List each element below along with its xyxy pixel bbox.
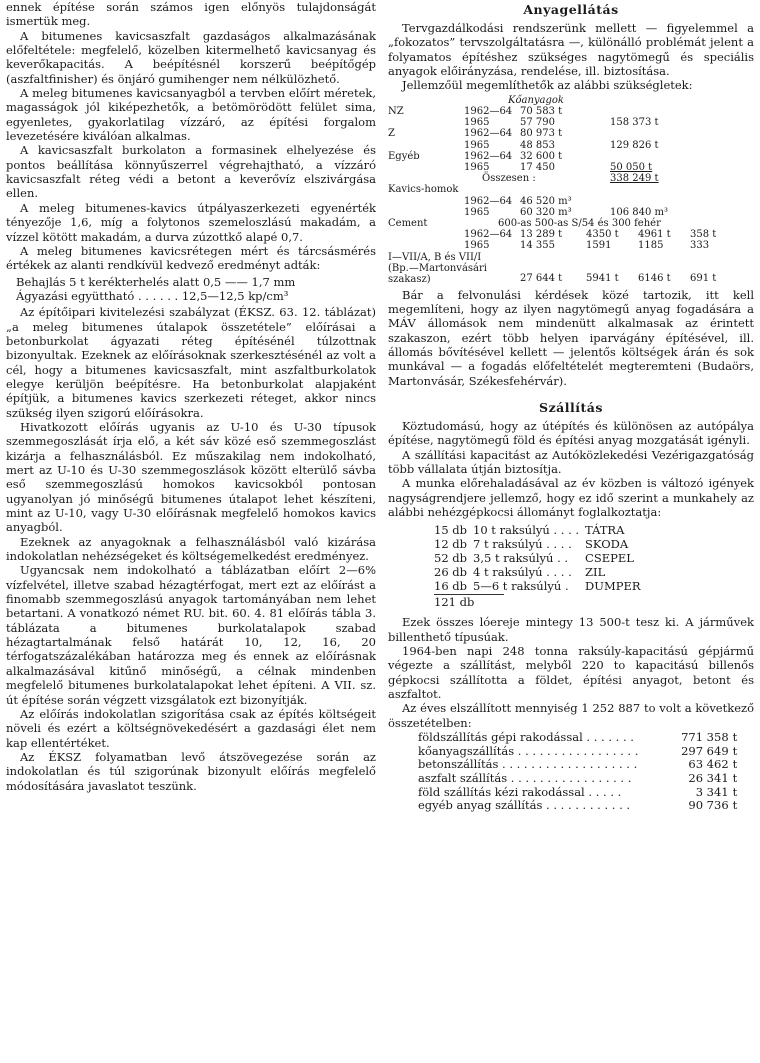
truck-count: 52 db [434, 551, 468, 566]
truck-brand: SKODA [585, 537, 629, 552]
truck-desc: 4 t raksúlyú . . . . [473, 565, 572, 580]
table-row [434, 551, 647, 565]
table-header-koanyagok: Kőanyagok [508, 94, 564, 106]
amount-cell: 17 450 [520, 161, 555, 173]
table-row [388, 106, 754, 117]
transport-value: 3 341 [695, 784, 729, 799]
material-name: NZ [388, 105, 404, 117]
amount-cell: 57 790 [520, 117, 555, 129]
heading-anyagellatas: Anyagellátás [523, 2, 619, 17]
cement-label: Cement [388, 217, 428, 229]
truck-desc: 7 t raksúlyú . . . . [473, 537, 572, 552]
table-row [418, 772, 738, 786]
year-cell: 1965 [464, 161, 490, 173]
paragraph: A munka előrehaladásával az év közben is változó igények nagyságrendjere jellemző, hogy ez idő szerint a munkahely az alábbi nehézgépkocsi állományt foglalkoztatja: [388, 476, 754, 520]
section-label-line: I—VII/A, B és VII/I [388, 251, 482, 263]
paragraph: A kavicsaszfalt burkolaton a formasinek elhelyezése és pontos beállítása könnyűszerrel végrehajtható, a vízzáró kavicsaszfalt réteg védi a betont a keverővíz elszivárgása ellen. [6, 143, 376, 201]
left-column [6, 0, 376, 793]
section-total-d: 691 t [690, 273, 717, 285]
truck-list [434, 523, 754, 609]
table-row [388, 218, 754, 229]
cement-600: 13 289 t [520, 229, 563, 241]
table-row [388, 140, 754, 151]
year-cell: 1965 [464, 117, 490, 129]
section-label [388, 252, 520, 285]
table-row [418, 786, 738, 800]
transport-label: földszállítás gépi rakodással . . . . . . . [418, 730, 634, 745]
year-cell: 1962—64 [464, 229, 513, 241]
paragraph: Bár a felvonulási kérdések közé tartozik, itt kell megemlíteni, hogy az ilyen nagytömegű anyag fogadására a MÁV állomások nem mindenütt alkalmasak az érintett szakaszon, ezért több helyen iparvágány építésével, ill. állomás bővítésével kellett — jelentős költségek árán és sok munkával — a fogadás előfeltételét megteremteni (Budaörs, Martonvásár, Székesfehérvár). [388, 287, 754, 388]
paragraph: Hivatkozott előírás ugyanis az U-10 és U-30 típusok szemmegoszlását írja elő, a két sáv közé eső szemmegoszlást kizárja a felhasználásból. Ez műszakilag nem indokolható, mert az U-10 és U-30 szemmegoszlások között elterülő sávba eső szemmegoszlású homokos kavicsokból pontosan ugyanolyan jó minőségű bitumenes útalapot lehet készíteni, mint az U-10, vagy U-30 előírásnak megfelelő homokos kavics anyagból. [6, 419, 376, 535]
paragraph: Jellemzőül megemlíthetők az alábbi szükségletek: [402, 78, 693, 93]
paragraph: A bitumenes kavicsaszfalt gazdaságos alkalmazásának előfeltétele: megfelelő, közelben kitermelhető kavicsanyag és keverőkapacitás. A beépítésnél korszerű beépítőgép (aszfaltfinisher) és önjáró gumihenger nem nélkülözhető. [6, 28, 376, 86]
total-cell: 106 840 m³ [610, 206, 669, 218]
truck-count: 12 db [434, 537, 468, 552]
truck-count: 16 db [434, 579, 468, 594]
stone-sum-value: 338 249 t [610, 173, 659, 185]
stone-sum-label: Összesen : [482, 173, 536, 185]
total-cell [610, 151, 754, 162]
transport-label: kőanyagszállítás . . . . . . . . . . . . . . . . . [418, 743, 639, 758]
spacer-cell [388, 207, 464, 218]
measure-row [16, 275, 376, 289]
transport-unit: t [732, 743, 738, 758]
material-name [388, 140, 464, 151]
transport-unit: t [732, 784, 738, 799]
left-paragraphs-2 [6, 305, 376, 793]
paragraph: A szállítási kapacitást az Autóközlekedési Vezérigazgatóság több vállalata útján biztosítja. [388, 447, 754, 476]
amount-cell: 70 583 t [520, 105, 563, 117]
table-row [434, 537, 647, 551]
truck-brand: ZIL [585, 565, 606, 580]
section-total-b: 5941 t [586, 273, 619, 285]
truck-desc: 5—6 t raksúlyú . [473, 579, 569, 594]
transport-unit: t [732, 730, 738, 745]
truck-desc: 10 t raksúlyú . . . . [473, 523, 580, 538]
transport-value: 297 649 [681, 743, 729, 758]
truck-brand: DUMPER [585, 579, 641, 594]
section-total-c: 6146 t [638, 273, 671, 285]
total-cell [610, 106, 754, 117]
spacer-cell [388, 229, 464, 240]
section-label-line: (Bp.—Martonvásári [388, 262, 487, 274]
amount-cell: 48 853 [520, 139, 555, 151]
amount-cell: 32 600 t [520, 150, 563, 162]
spacer-cell [388, 240, 464, 251]
amount-cell: 60 320 m³ [520, 206, 572, 218]
year-cell: 1962—64 [464, 150, 513, 162]
measure-label: Ágyazási együttható . . . . . . [16, 288, 179, 303]
transport-unit: t [732, 798, 738, 813]
right-paragraphs-1 [388, 21, 754, 93]
measure-label: Behajlás 5 t kerékterhelés alatt [16, 274, 200, 289]
right-paragraphs-3 [388, 419, 754, 519]
cement-header: 600-as 500-as S/54 és 300 fehér [498, 217, 661, 229]
heading-szallitas: Szállítás [539, 399, 603, 415]
material-name [388, 117, 464, 128]
total-cell: 50 050 t [610, 161, 653, 173]
paragraph: A meleg bitumenes-kavics útpályaszerkezeti egyenérték tényezője 1,6, míg a folytonos szemeloszlású makadám, a vízzel kötött makadám, a durva zúzottkő alapé 0,7. [6, 200, 376, 244]
paragraph: Köztudomású, hogy az útépítés és különösen az autópálya építése, nagytömegű föld és építési anyag mozgatását igényli. [388, 418, 754, 448]
truck-brand: TÁTRA [585, 523, 625, 538]
truck-brand: CSEPEL [585, 551, 634, 566]
material-name: Z [388, 128, 395, 140]
year-cell: 1965 [464, 240, 490, 252]
truck-desc: 3,5 t raksúlyú . . [473, 551, 569, 566]
amount-cell: 46 520 m³ [520, 195, 572, 207]
cement-white: 358 t [690, 229, 717, 241]
paragraph: ennek építése során számos igen előnyös tulajdonságát ismertük meg. [6, 0, 376, 29]
total-cell: 129 826 t [610, 139, 659, 151]
right-paragraphs-4 [388, 615, 754, 730]
paragraph: 1964-ben napi 248 tonna raksúly-kapacitású gépjármű végezte a szállítást, melyből 220 to kapacitású billenős gépkocsi szállította a földet, építési anyagot, betont és aszfaltot. [388, 644, 754, 702]
left-paragraphs [6, 0, 376, 273]
paragraph: Ezek összes lóereje mintegy 13 500-t tesz ki. A járművek billenthető típusúak. [388, 615, 754, 644]
table-row [418, 799, 738, 813]
table-row [388, 240, 754, 251]
transport-value: 90 736 [688, 798, 729, 813]
right-paragraphs-2 [388, 288, 754, 388]
transport-items [418, 731, 738, 813]
truck-count: 15 db [434, 523, 468, 538]
table-row [388, 207, 754, 218]
transport-label: egyéb anyag szállítás . . . . . . . . . . . . [418, 798, 631, 813]
transport-label: aszfalt szállítás . . . . . . . . . . . . . . . . . [418, 770, 632, 785]
table-row [388, 162, 754, 173]
year-cell: 1962—64 [464, 195, 513, 207]
cement-600: 14 355 [520, 240, 555, 252]
paragraph: Az építőipari kivitelezési szabályzat (ÉKSZ. 63. 12. táblázat) „a meleg bitumenes útalapok összetétele” előírásai a betonburkolat ágyazati réteg építésénél túlzottnak bizonyultak. Ezeknek az előírásoknak szerkesztésénél az volt a cél, hogy a bitumenes kavicsaszfalt, mint aszfaltburkolatok elegye kerüljön beépítésre. Ha betonburkolat alapjaként építjük, a bitumenes kavics szerkezeti réteget, akkor nincs szükség ilyen szigorú előírásokra. [6, 305, 376, 420]
total-cell [610, 128, 754, 139]
paragraph: Az ÉKSZ folyamatban levő átszövegezése során az indokolatlan és túl szigorúnak bizonyult előírás megfelelő módosítására javaslatot teszünk. [6, 749, 376, 793]
material-name: Egyéb [388, 150, 420, 162]
paragraph: Ugyancsak nem indokolható a táblázatban előírt 2—6% vízfelvétel, illetve szabad hézagtérfogat, mert ezt az előírást a finomabb szemmegoszlású anyagok tartományában nem lehet betartani. A vonatkozó német RU. bit. 60. 4. 81 előírás tábla 3. táblázata a bitumenes burkolatalapok szabad hézagtartalmának felső határát 10, 12, 16, 20 térfogatszázalékában határozza meg és ennek az előírásnak alkalmazásával kitűnő minőségű, a célnak mindenben megfelelő bitumenes burkolatalapokat lehet építeni. A VII. sz. út építése során végzett vizsgálatok ezt bizonyítják. [6, 563, 376, 707]
table-row [388, 151, 754, 162]
table-row [418, 731, 738, 745]
transport-value: 771 358 [681, 730, 729, 745]
section-total-a: 27 644 t [520, 273, 563, 285]
measure-value: 12,5—12,5 kp/cm³ [181, 288, 289, 303]
transport-unit: t [732, 757, 738, 772]
spacer-cell [388, 196, 464, 207]
total-cell: 158 373 t [610, 117, 659, 129]
table-row [434, 523, 647, 537]
table-row [418, 758, 738, 772]
table-row [388, 117, 754, 128]
transport-unit: t [732, 770, 738, 785]
cement-s54: 1185 [638, 240, 664, 252]
measurement-list [16, 275, 376, 304]
measure-value: 0,5 —— 1,7 mm [202, 274, 296, 289]
paragraph: A meleg bitumenes kavicsrétegen mért és tárcsásmérés értékek az alanti rendkívül kedvező eredményt adták: [6, 243, 376, 273]
paragraph: Ezeknek az anyagoknak a felhasználásból való kizárása indokolatlan nehézségeket és költségemelkedést eredményez. [6, 534, 376, 564]
table-row [388, 196, 754, 207]
transport-label: föld szállítás kézi rakodással . . . . . [418, 784, 622, 799]
right-column [388, 0, 754, 813]
cement-s54: 4961 t [638, 229, 671, 241]
table-row [388, 128, 754, 139]
materials-table [388, 95, 754, 218]
table-row [388, 184, 754, 195]
table-row [388, 252, 754, 285]
truck-count: 26 db [434, 565, 468, 580]
table-row [434, 565, 647, 579]
cement-table [388, 218, 754, 285]
paragraph: Tervgazdálkodási rendszerünk mellett — figyelemmel a „fokozatos” tervszolgáltatásra —, különálló problémát jelent a folyamatos építéshez szükséges nagytömegű és speciális anyagok előirányzása, rendelése, ill. biztosítása. [388, 21, 754, 79]
material-name [388, 162, 464, 173]
table-row [388, 229, 754, 240]
cement-500: 4350 t [586, 229, 619, 241]
paragraph: Az éves elszállított mennyiség 1 252 887 to volt a következő összetételben: [388, 701, 754, 730]
transport-label: betonszállítás . . . . . . . . . . . . . . . . . . . [418, 757, 638, 772]
measure-row [16, 289, 376, 303]
amount-cell: 80 973 t [520, 128, 563, 140]
year-cell: 1965 [464, 139, 490, 151]
cement-500: 1591 [586, 240, 612, 252]
table-row [434, 579, 647, 593]
year-cell: 1965 [464, 206, 490, 218]
total-cell [610, 196, 754, 207]
truck-total: 121 db [434, 594, 504, 609]
year-cell: 1962—64 [464, 128, 513, 140]
gravel-label: Kavics-homok [388, 184, 459, 196]
transport-value: 63 462 [688, 757, 729, 772]
transport-value: 26 341 [688, 770, 729, 785]
year-cell: 1962—64 [464, 105, 513, 117]
paragraph: Az előírás indokolatlan szigorítása csak az építés költségeit növeli és ezért a költségnövekedésért a gazdasági élet nem kap ellentértéket. [6, 706, 376, 750]
cement-white: 333 [690, 240, 710, 252]
paragraph: A meleg bitumenes kavicsanyagból a tervben előírt méretek, magasságok jól kiképezhetők, a betömörödött felület sima, egyenletes, gyakorlatilag vízzáró, az építési forgalom levezetésére kiválóan alkalmas. [6, 86, 376, 144]
section-label-line: szakasz) [388, 273, 431, 285]
table-row [418, 745, 738, 759]
table-row [388, 173, 754, 184]
